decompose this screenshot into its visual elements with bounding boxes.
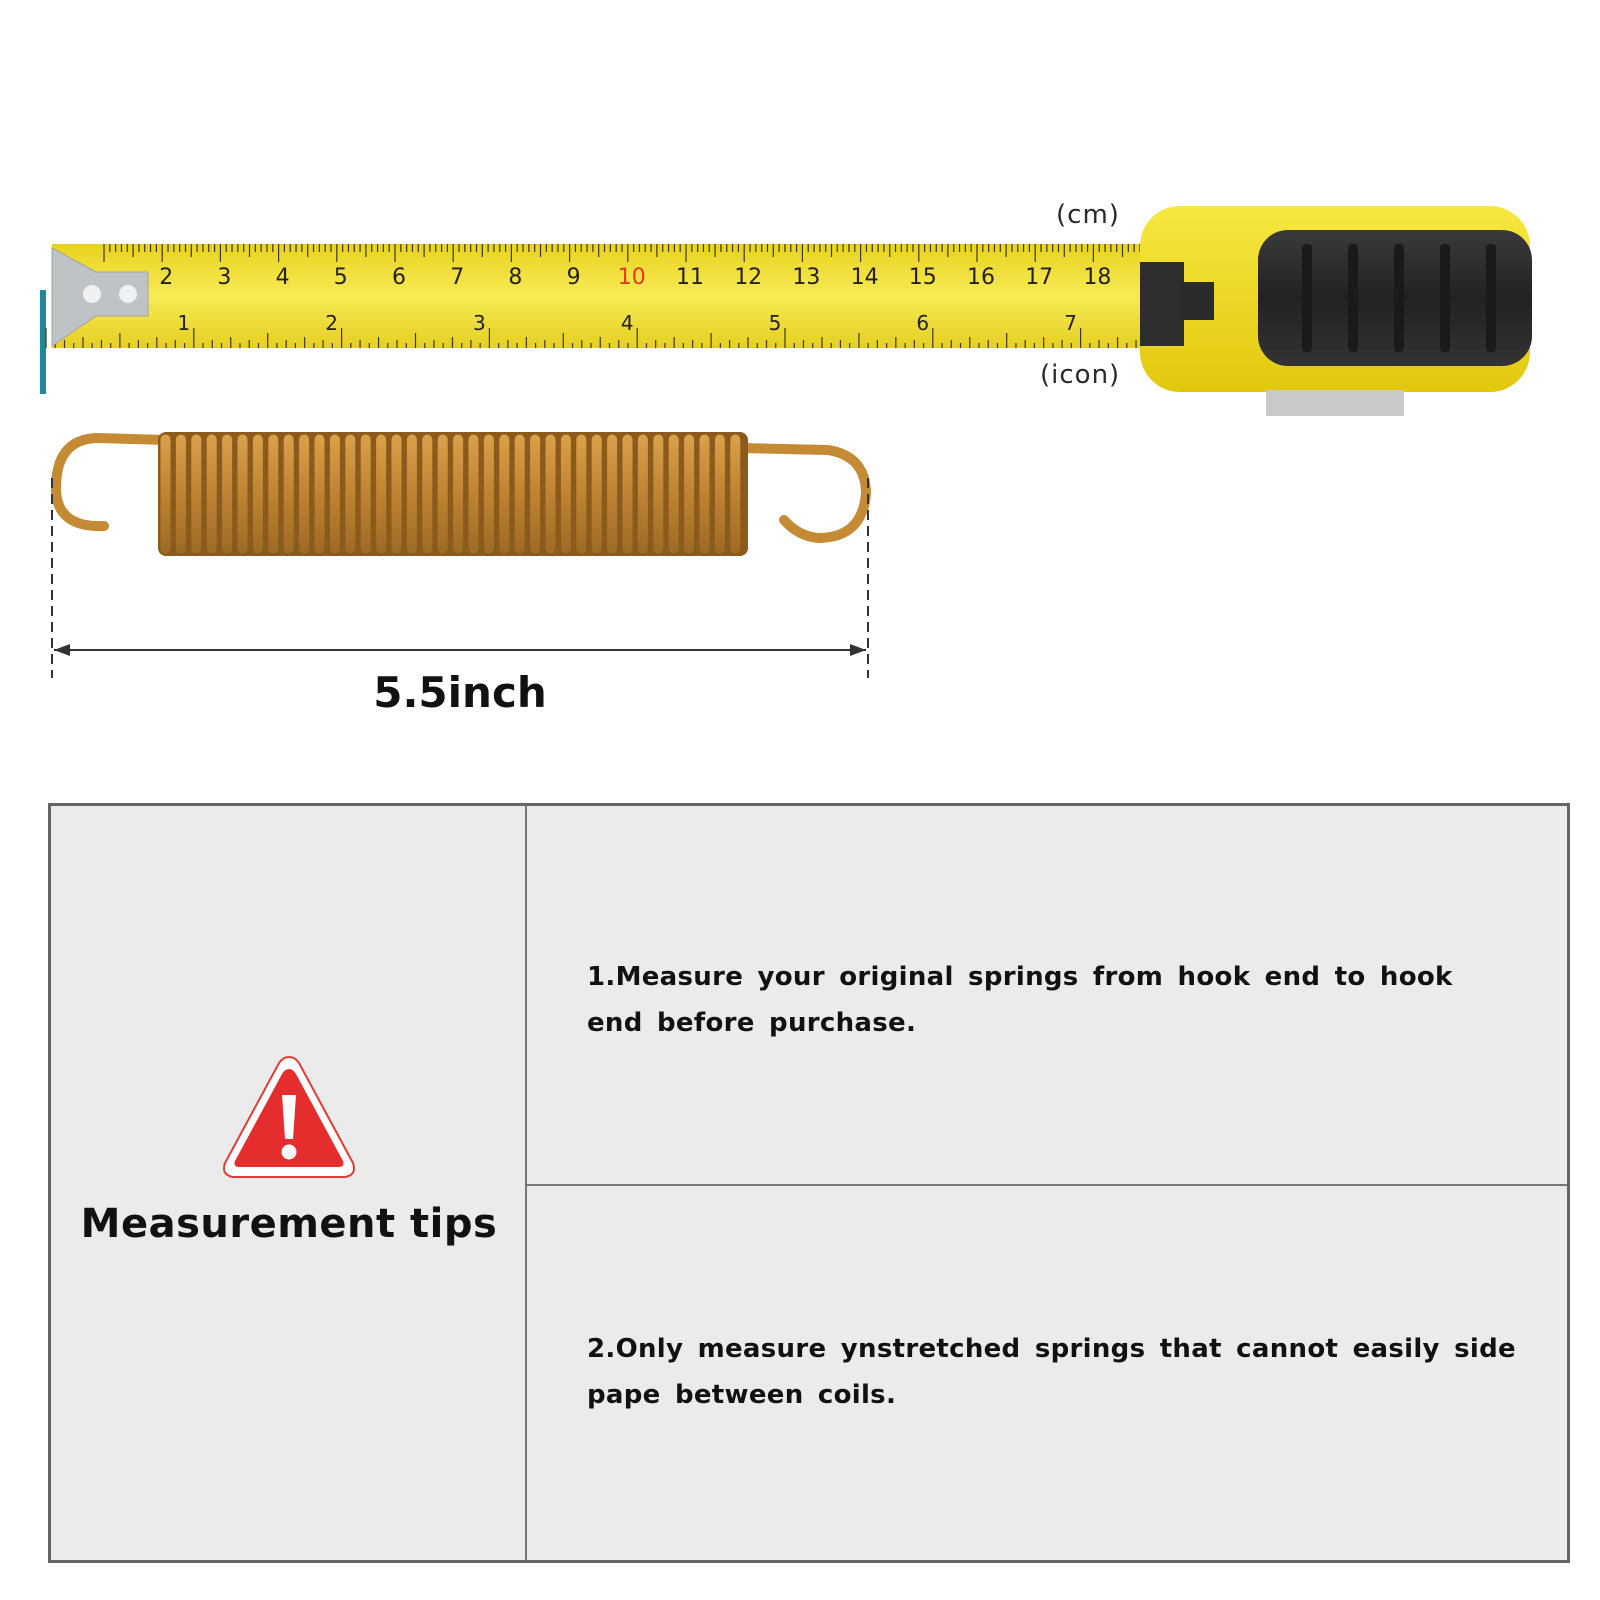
inch-label: 3 — [473, 311, 486, 335]
rivet-icon — [83, 285, 101, 303]
dimension-arrow-right — [850, 644, 866, 656]
spring-coil — [406, 434, 417, 554]
cm-unit-label: (cm) — [1056, 200, 1120, 230]
cm-label: 15 — [908, 265, 937, 290]
dimension-label: 5.5inch — [373, 668, 547, 717]
spring-coil — [345, 434, 356, 554]
spring-coil — [299, 434, 310, 554]
tape-blade — [52, 244, 1142, 348]
spring-coil — [391, 434, 402, 554]
spring-coil — [607, 434, 618, 554]
spring-coil — [714, 434, 725, 554]
spring-coil — [530, 434, 541, 554]
inch-label: 6 — [916, 311, 930, 335]
cm-label: 13 — [792, 265, 821, 290]
spring-coil — [437, 434, 448, 554]
cm-label: 12 — [734, 265, 763, 290]
tip-cell — [527, 1186, 1567, 1560]
spring-coil — [560, 434, 571, 554]
cm-label: 18 — [1083, 265, 1112, 290]
cm-label: 16 — [967, 265, 995, 290]
spring-coil — [329, 434, 340, 554]
tip-cell — [527, 806, 1567, 1186]
cm-label: 4 — [275, 265, 290, 290]
spring-coil — [206, 434, 217, 554]
tape-case-slot — [1140, 262, 1184, 346]
spring-left-hook — [56, 438, 168, 526]
spring-coil — [653, 434, 664, 554]
tip-text-1: 1.Measure your original springs from hook end to hook end before purchase. — [587, 962, 1453, 1038]
spring-coil — [591, 434, 602, 554]
tape-left-edge — [40, 290, 46, 394]
spring-coil — [376, 434, 387, 554]
inch-label: 4 — [620, 311, 634, 335]
inch-label: 5 — [768, 311, 782, 335]
spring-coil — [453, 434, 464, 554]
spring-coil — [283, 434, 294, 554]
spring-coil — [237, 434, 248, 554]
spring-right-hook — [740, 448, 866, 538]
spring-coil — [468, 434, 479, 554]
cm-label: 2 — [159, 265, 174, 290]
spring-coil — [514, 434, 525, 554]
spring-coil — [483, 434, 494, 554]
cm-label: 14 — [850, 265, 879, 290]
tape-lock-button — [1180, 282, 1214, 320]
tips-header-cell — [51, 806, 527, 1560]
spring-coil — [175, 434, 186, 554]
dimension-arrow-left — [54, 644, 70, 656]
cm-label: 6 — [392, 265, 406, 290]
spring-coil — [684, 434, 695, 554]
inch-label: 2 — [325, 311, 338, 335]
spring-coil — [360, 434, 371, 554]
cm-label: 3 — [217, 265, 232, 290]
warning-triangle-icon — [219, 1051, 359, 1183]
spring-coil — [191, 434, 202, 554]
tape-belt-clip — [1266, 390, 1404, 416]
spring-coil — [699, 434, 710, 554]
cm-label: 9 — [566, 265, 581, 290]
measurement-tips-table — [48, 803, 1570, 1563]
spring-coil — [222, 434, 233, 554]
spring-coil — [422, 434, 433, 554]
spring-coil — [499, 434, 510, 554]
inch-unit-label: (icon) — [1040, 360, 1121, 390]
cm-label: 17 — [1025, 265, 1054, 290]
spring-coil — [576, 434, 587, 554]
tip-text-2: 2.Only measure ynstretched springs that cannot easily side pape between coils. — [587, 1334, 1516, 1410]
spring-coil — [668, 434, 679, 554]
spring-coil — [622, 434, 633, 554]
cm-label: 10 — [617, 265, 646, 290]
spring-coil — [637, 434, 648, 554]
spring-coil — [160, 434, 171, 554]
spring-coil — [268, 434, 279, 554]
cm-label: 11 — [676, 265, 704, 290]
cm-label: 8 — [508, 265, 523, 290]
spring-coil — [314, 434, 325, 554]
spring-coil — [252, 434, 263, 554]
measurement-illustration — [0, 0, 1600, 760]
inch-label: 7 — [1064, 311, 1077, 335]
spring-coil — [545, 434, 556, 554]
rivet-icon — [119, 285, 137, 303]
spring-coil — [730, 434, 741, 554]
cm-label: 5 — [333, 265, 348, 290]
inch-label: 1 — [177, 311, 191, 335]
tips-title: Measurement tips — [80, 1201, 498, 1247]
cm-label: 7 — [450, 265, 465, 290]
